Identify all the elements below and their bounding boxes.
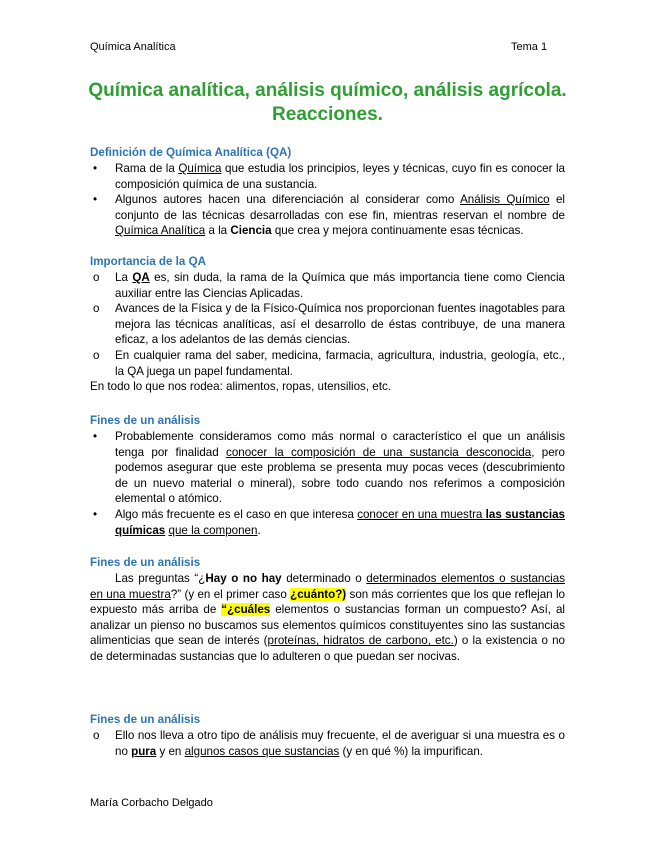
text: son más corrientes que los que reflejan lo expuesto más arriba de bbox=[90, 587, 566, 617]
text: Algo más frecuente es el caso en que interesa bbox=[115, 507, 358, 521]
section-heading: Fines de un análisis bbox=[90, 556, 201, 569]
circle-marker: o bbox=[93, 271, 100, 284]
underlined-term: determinados elementos o sustancias en una muestra bbox=[90, 572, 565, 601]
paragraph: En todo lo que nos rodea: alimentos, ropas, utensilios, etc. bbox=[90, 380, 391, 394]
underlined-term: Química bbox=[178, 162, 222, 175]
footer-author: María Corbacho Delgado bbox=[90, 797, 213, 809]
section-importance bbox=[90, 254, 565, 395]
circle-marker: o bbox=[93, 302, 100, 316]
text: La bbox=[115, 271, 133, 284]
text: el conjunto de las técnicas desarrolladas con ese fin, mientras reservan el nombre de bbox=[115, 193, 565, 222]
section-aims-1 bbox=[90, 413, 565, 538]
section-heading: Definición de Química Analítica (QA) bbox=[90, 146, 292, 159]
circle-marker: o bbox=[93, 729, 100, 742]
underlined-term: algunos casos que sustancias bbox=[184, 744, 340, 758]
underlined-term: conocer la composición de una sustancia desconocida bbox=[226, 445, 532, 459]
paragraph bbox=[90, 571, 565, 665]
text: ?” (y en el primer caso bbox=[170, 587, 291, 601]
bold-term: Ciencia bbox=[230, 224, 272, 238]
underlined-term: que la componen bbox=[168, 523, 258, 537]
bullet-marker: • bbox=[93, 193, 98, 207]
text: , pero podemos asegurar que este problema se presenta muy pocas veces (descubrimiento de un nuevo material o mineral), sobre todo cuando nos referimos a composición elemental o atómico. bbox=[115, 445, 565, 506]
text: que estudia los principios, leyes y técnicas, cuyo fin es conocer la composición química de una sustancia. bbox=[115, 162, 565, 191]
bullet-marker: • bbox=[93, 430, 98, 443]
text: a la bbox=[205, 224, 231, 238]
text: es, sin duda, la rama de la Química que más importancia tiene como Ciencia auxiliar entre las Ciencias Aplicadas. bbox=[115, 271, 565, 300]
title-line-2: Reacciones. bbox=[272, 104, 383, 125]
bullet-marker: • bbox=[93, 162, 98, 175]
section-heading: Fines de un análisis bbox=[90, 414, 201, 427]
text: . bbox=[257, 523, 261, 537]
text: determinado o bbox=[281, 572, 367, 585]
section-aims-3 bbox=[90, 712, 565, 759]
list-item bbox=[90, 301, 565, 348]
text: En cualquier rama del saber, medicina, farmacia, agricultura, industria, geología, etc., la QA juega un papel fundamental. bbox=[115, 348, 565, 378]
underlined-bold-term: las sustancias químicas bbox=[115, 507, 565, 537]
section-definition bbox=[90, 145, 565, 239]
section-heading: Importancia de la QA bbox=[90, 255, 206, 268]
underlined-term: proteínas, hidratos de carbono, etc. bbox=[267, 634, 454, 648]
bold-term: Hay o no hay bbox=[205, 572, 282, 585]
text: elementos o sustancias forman un compuesto? Así, al analizar un pienso no buscamos sus elementos químicos constituyentes sino las sustancias alimenticias que sean de interés ( bbox=[90, 603, 565, 648]
underlined-term: conocer en una muestra bbox=[357, 507, 483, 521]
text: y en bbox=[156, 744, 185, 758]
page-title bbox=[70, 79, 585, 127]
text: ) o la existencia o no de determinadas sustancias que lo adulteren o que puedan ser nocivas. bbox=[90, 634, 565, 663]
text: Las preguntas “¿ bbox=[115, 572, 206, 585]
underlined-term: QA bbox=[132, 271, 150, 284]
list-item bbox=[90, 270, 565, 301]
list-item bbox=[90, 429, 565, 507]
highlighted-term: ¿cuánto?) bbox=[290, 587, 347, 601]
header-topic: Tema 1 bbox=[511, 41, 548, 53]
list-item bbox=[90, 728, 565, 759]
text: Probablemente consideramos como más normal o característico el que un análisis tenga por finalidad bbox=[115, 430, 565, 459]
text: Ello nos lleva a otro tipo de análisis muy frecuente, el de averiguar si una muestra es o no bbox=[115, 729, 565, 758]
circle-marker: o bbox=[93, 348, 100, 362]
text: (y en qué %) la impurifican. bbox=[339, 744, 483, 758]
list-item bbox=[90, 348, 565, 379]
header-subject: Química Analítica bbox=[90, 41, 176, 53]
underlined-term: Química Analítica bbox=[115, 224, 206, 238]
text: que crea y mejora continuamente esas técnicas. bbox=[271, 224, 524, 238]
section-heading: Fines de un análisis bbox=[90, 713, 201, 726]
list-item bbox=[90, 507, 565, 538]
bullet-marker: • bbox=[93, 507, 98, 521]
section-aims-2 bbox=[90, 555, 565, 665]
text: Algunos autores hacen una diferenciación al considerar como bbox=[115, 193, 461, 207]
underlined-term: Análisis Químico bbox=[460, 193, 550, 207]
text: Avances de la Física y de la Físico-Química nos proporcionan fuentes inagotables para mejora las técnicas analíticas, así el desarrollo de éstas contribuye, de una manera eficaz, a los adelantos de las demás ciencias. bbox=[115, 302, 565, 347]
underlined-bold-term: pura bbox=[131, 744, 157, 758]
list-item bbox=[90, 192, 565, 239]
title-line-1: Química analítica, análisis químico, análisis agrícola. bbox=[88, 80, 567, 101]
text: Rama de la bbox=[115, 162, 179, 175]
highlighted-term: “¿cuáles bbox=[221, 603, 271, 617]
list-item bbox=[90, 161, 565, 192]
